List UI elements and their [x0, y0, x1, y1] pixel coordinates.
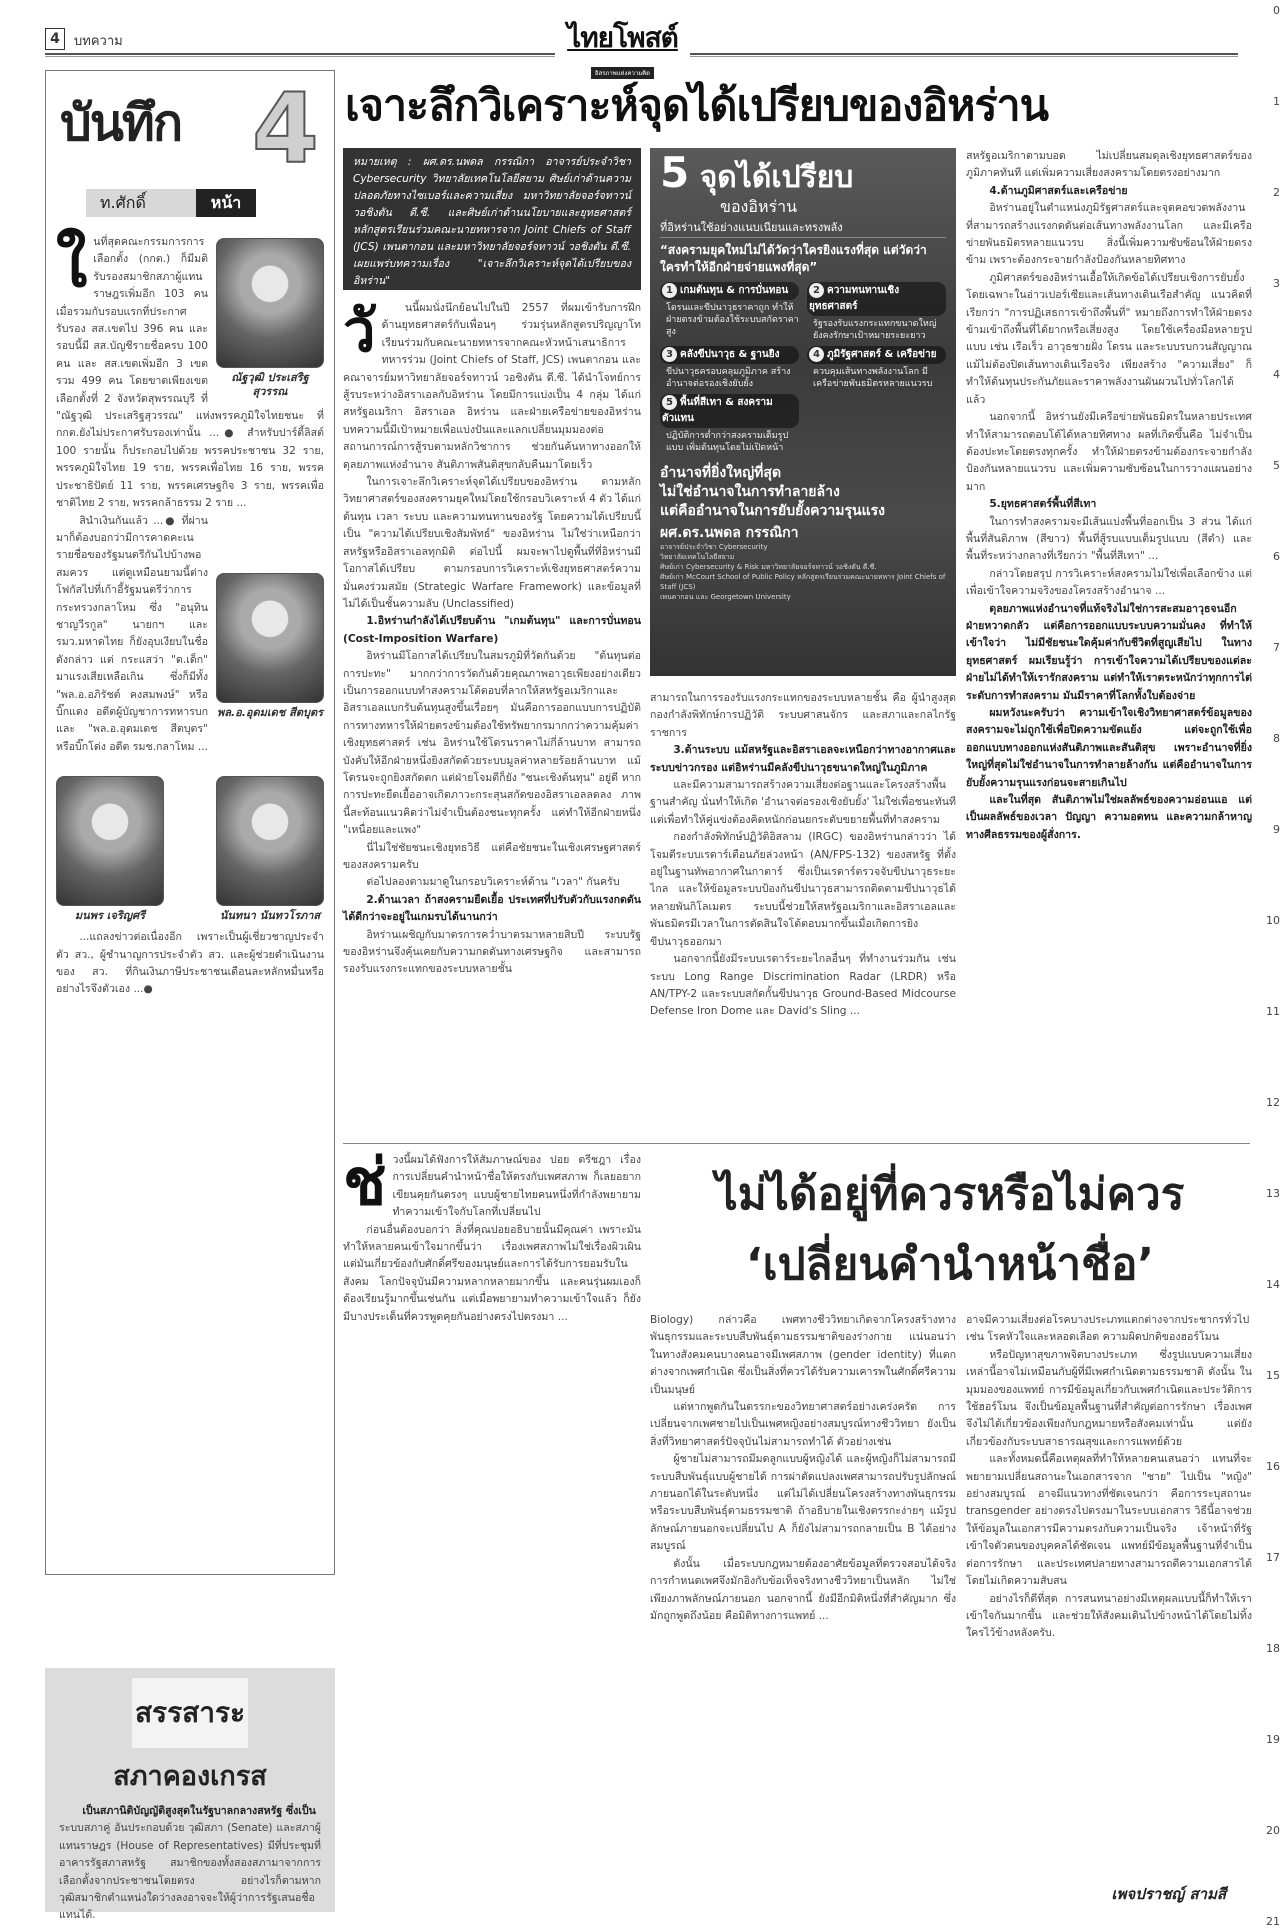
line-number: 4: [1273, 368, 1280, 381]
item-number-badge: 4: [809, 347, 824, 362]
column-paragraph: สินำเงินกันแล้ว ...● ที่ผ่านมาก็ต้องบอกว่ามีการคาดคะเนรายชื่อของรัฐมนตรีกันไปบ้างพอสมควร แต่ดูเหมือนยามนี้ต่างโฟกัสไปที่เก้าอี้รัฐมนตรีว่าการกระทรวงกลาโหม ซึ่ง "อนุทิน ชาญวีรกูล" นายกฯ และ รมว.มหาดไทย ก็ยังอุบเงียบในชื่อดังกล่าว แต่ กระแสว่า "ด.เด็ก" มาแรงเสียเหลือเกิน ซึ่งก็มีทั้ง "พล.อ.อภิรัชต์ คงสมพงษ์" หรือบิ๊กแดง อดีตผู้บัญชาการทหารบก และ "พล.อ.อุดมเดช สีตบุตร" หรือบิ๊กโด่ง อดีต รมช.กลาโหม ...: [56, 514, 208, 753]
paragraph: อย่างไรก็ดีที่สุด การสนทนาอย่างมีเหตุผลแบบนี้ก็ทำให้เราเข้าใจกันมากขึ้น และช่วยให้สังคมเดินไปข้างหน้าได้โดยไม่ทิ้งใครไว้ข้างหลังครับ.: [966, 1592, 1252, 1640]
item-number-badge: 3: [662, 347, 677, 362]
paragraph: อิหร่านอยู่ในตำแหน่งภูมิรัฐศาสตร์และจุดคอขวดพลังงานที่สามารถสร้างแรงกดดันต่อเส้นทางพลังงานโลก และมีเครือข่ายพันธมิตรหลายแนวรบ สิ่งนี้เพิ่มความซับซ้อนให้ฝ่ายตรงข้าม เพราะต้องกระจายกำลังป้องกันหลายทิศทาง: [966, 202, 1252, 267]
figure-manaporn: [56, 776, 164, 923]
line-number: 0: [1273, 4, 1280, 17]
paragraph: นนี้ผมนั่งนึกย้อนไปในปี 2557 ที่ผมเข้ารับการฝึกด้านยุทธศาสตร์กับเพื่อนๆ ร่วมรุ่นหลักสูตรปริญญาโท เรียนร่วมกับคณะนายทหารจากคณะหัวหน้าเสนาธิการทหารร่วม (Joint Chiefs of Staff, JCS) เพนตากอน และคณาจารย์มหาวิทยาลัยจอร์จทาวน์ วอชิงตัน ดี.ซี. ได้นำโจทย์การสู้รบระหว่างอิสราเอลกับอิหร่าน โดยมีการแบ่งเป็น 4 กลุ่ม ได้แก่ สหรัฐอเมริกา อิสราเอล อิหร่าน และฝ่ายเครือข่ายของอิหร่าน บทความนี้มีเป้าหมายเพื่อแบ่งปันและแลกเปลี่ยนมุมมองต่อสถานการณ์การสู้รบตามหลักวิชาการ ช่วยกันค้นหาทางออกให้ดุลยภาพแห่งอำนาจ สันติภาพสันติสุขกลับคืนมาโดยเร็ว: [343, 302, 641, 471]
infographic-item: [807, 346, 946, 390]
paragraph: แต่หากพูดกันในตรรกะของวิทยาศาสตร์อย่างเคร่งครัด การเปลี่ยนจากเพศชายไปเป็นเพศหญิงอย่างสมบูรณ์ทางชีววิทยา ยังเป็นสิ่งที่วิทยาศาสตร์ปัจจุบันไม่สามารถทำได้ ตัวอย่างเช่น: [650, 1401, 956, 1448]
article-divider: [343, 1143, 1250, 1144]
sara-logo: สรรสาระ: [132, 1678, 248, 1748]
quote-line: แต่คืออำนาจในการยับยั้งความรุนแรง: [660, 503, 885, 519]
article1-column-3: [966, 148, 1252, 1140]
line-number: 12: [1266, 1096, 1280, 1109]
article2-headline: [650, 1160, 1250, 1300]
infographic-title: [660, 148, 946, 197]
masthead-tagline: อิสรภาพแห่งความคิด: [591, 67, 654, 79]
paragraph: อิหร่านเผชิญกับมาตรการคว่ำบาตรมาหลายสิบปี ระบบรัฐของอิหร่านจึงคุ้นเคยกับความกดดันทางเศรษฐกิจ และสามารถรองรับแรงกระแทกของระบบหลายชั้น: [343, 928, 641, 976]
infographic-number: 5: [660, 148, 690, 197]
headline-line: ‘เปลี่ยนคำนำหน้าชื่อ’: [745, 1239, 1155, 1290]
paragraph: Biology) กล่าวคือ เพศทางชีววิทยาเกิดจากโครงสร้างทางพันธุกรรมและระบบสืบพันธุ์ตามธรรมชาติของร่างกาย แน่นอนว่า ในทางสังคมคนบางคนอาจมีเพศสภาพ (gender identity) ที่แตกต่างจากเพศกำเนิด ซึ่งเป็นสิ่งที่ควรได้รับความเคารพในศักดิ์ศรีความเป็นมนุษย์: [650, 1314, 956, 1396]
credential-line: ศิษย์เก่า McCourt School of Public Policy หลักสูตรเรียนร่วมคณะนายทหาร Joint Chiefs of Staff (JCS): [660, 573, 946, 591]
infographic-5-advantages: [650, 148, 956, 676]
line-number: 21: [1266, 1915, 1280, 1928]
column-logo: [56, 73, 324, 224]
paragraph: ในการเจาะลึกวิเคราะห์จุดได้เปรียบของอิหร่าน ตามหลักวิทยาศาสตร์ของสงครามยุคใหม่โดยใช้กรอบวิเคราะห์ 4 ตัว ได้แก่ ต้นทุน เวลา ระบบ และความทนทานของรัฐ โดยความได้เปรียบนี้เป็น "ความได้เปรียบเชิงสัมพัทธ์" ของอิหร่าน ไม่ใช่ว่าเหนือกว่าสหรัฐหรืออิสราเอลทุกมิติ ต่อไปนี้ ผมจะพาไปดูพื้นที่ที่อิหร่านมีโอกาสได้เปรียบ ตามกรอบการวิเคราะห์เชิงยุทธศาสตร์ความมั่นคงร่วมสมัย (Strategic Warfare Framework) และข้อมูลที่ไม่ได้เป็นชั้นความลับ (Unclassified): [343, 476, 641, 610]
line-number: 15: [1266, 1369, 1280, 1382]
infographic-item: [660, 282, 799, 342]
figure-nantana: [216, 776, 324, 923]
column-body: [56, 228, 324, 1569]
article1-headline: เจาะลึกวิเคราะห์จุดได้เปรียบของอิหร่าน: [345, 81, 1049, 131]
column-paragraph: ...แถลงข่าวต่อเนื่องอีก เพราะเป็นผู้เชี่ยวชาญประจำตัว สว., ผู้ชำนาญการประจำตัว สว. และผู้ช่วยดำเนินงานของ สว. ที่กินเงินภาษีประชาชนเดือนละหลักหมื่นหรืออย่างไรจึงตัวเอง ...●: [56, 931, 324, 996]
paragraph: ดังนั้น เมื่อระบบกฎหมายต้องอาศัยข้อมูลที่ตรวจสอบได้จริง การกำหนดเพศจึงมักอิงกับข้อเท็จจริงทางชีววิทยาเป็นหลัก ไม่ใช่เพียงภาพลักษณ์ภายนอก นอกจากนี้ ยังมีอีกมิติหนึ่งที่สำคัญมาก ซึ่งมักถูกพูดถึงน้อย คือมิติทางการแพทย์ ...: [650, 1557, 956, 1622]
line-number: 5: [1273, 459, 1280, 472]
item-number-badge: 5: [662, 395, 677, 410]
article2-column-3: [966, 1312, 1252, 1877]
sara-box: [45, 1668, 335, 1922]
line-number: 3: [1273, 277, 1280, 290]
paragraph: 5.ยุทธศาสตร์พื้นที่สีเทา: [989, 498, 1097, 511]
column-paragraph: นที่สุดคณะกรรมการการเลือกตั้ง (กกต.) ก็มีมติรับรองสมาชิกสภาผู้แทนราษฎรเพิ่มอีก 103 คน เมื่อรวมกับรอบแรกที่ประกาศรับรอง สส.เขตไป 396 คน และรอบนี้มี สส.บัญชีรายชื่อครบ 100 คน และ สส.เขตเพิ่มอีก 3 เขต รวม 499 คน โดยขาดเพียงเขตเลือกตั้งที่ 2 จังหวัดสุพรรณบุรี ที่ "ณัฐวุฒิ ประเสริฐสุวรรณ" แห่งพรรคภูมิใจไทยชนะ ที่ กกต.ยังไม่ประกาศรับรองเท่านั้น ...● สำหรับปาร์ตี้ลิสต์ 100 รายนั้น ก็ประกอบไปด้วย พรรคประชาชน 32 ราย, พรรคภูมิใจไทย 19 ราย, พรรคเพื่อไทย 16 ราย, พรรคประชาธิปัตย์ 11 ราย, พรรคเศรษฐกิจ 3 ราย, พรรคเพื่อชาติไทย 2 ราย, พรรคกล้าธรรม 2 ราย ...: [56, 236, 324, 510]
line-number: 18: [1266, 1642, 1280, 1655]
item-heading: [660, 346, 799, 364]
line-number: 9: [1273, 823, 1280, 836]
item-heading: [807, 346, 946, 364]
paragraph: อิหร่านมีโอกาสได้เปรียบในสมรภูมิที่วัดกันด้วย "ต้นทุนต่อการปะทะ" มากกว่าการวัดกันด้วยคุณภาพอาวุธเพียงอย่างเดียว เป็นการออกแบบทำสงครามโต้ตอบที่ลากให้สหรัฐอเมริกาและอิสราเอลแบกรับต้นทุนสูงขึ้นเรื่อยๆ มันคือการออกแบบการปฏิบัติการทางทหารให้ฝ่ายตรงข้ามต้องใช้ทรัพยากรมากกว่าความคุ้มค่าเชิงยุทธศาสตร์ เช่น อิหร่านใช้โดรนราคาไม่กี่ล้านบาท สามารถบังคับให้อีกฝ่ายหนึ่งยิงสกัดด้วยระบบมูลค่าหลายร้อยล้านบาท แม้โดรนจะถูกยิงสกัดตก แต่ฝ่ายโจมตีก็ยัง "ชนะเชิงต้นทุน" อยู่ดี หากการปะทะยืดเยื้ออาจเกิดภาวะกระสุนสกัดของอิสราเอลลดลง ภาพนี้สะท้อนแนวคิดว่าไม่จำเป็นต้องชนะทุกครั้ง แค่ทำให้อีกฝ่ายหนึ่ง "เหนื่อยและแพง": [343, 650, 641, 837]
figure-nattawut: [216, 238, 324, 399]
paragraph: สหรัฐอเมริกาตามบอด ไม่เปลี่ยนสมดุลเชิงยุทธศาสตร์ของภูมิภาคทันที แต่เพิ่มความเสี่ยงสงครามโดยตรงอย่างมาก: [966, 150, 1252, 180]
paragraph: กล่าวโดยสรุป การวิเคราะห์สงครามไม่ใช่เพื่อเลือกข้าง แต่เพื่อเข้าใจความจริงของโครงสร้างอำนาจ ...: [966, 567, 1252, 598]
line-number: 13: [1266, 1187, 1280, 1200]
figure-udomdej: [216, 573, 324, 720]
item-title: ความทนทานเชิงยุทธศาสตร์: [809, 285, 900, 312]
column-author: ท.ศักดิ์: [86, 189, 196, 217]
item-description: ขีปนาวุธครอบคลุมภูมิภาค สร้างอำนาจต่อรองเชิงยับยั้ง: [666, 367, 791, 389]
infographic-subtitle: ของอิหร่าน: [720, 197, 798, 216]
paragraph: ในการทำสงครามจะมีเส้นแบ่งพื้นที่ออกเป็น 3 ส่วน ได้แก่ พื้นที่สันติภาพ (สีขาว) พื้นที่สู้รบแบบเต็มรูปแบบ (สีดำ) และพื้นที่ระหว่างกลางที่เรียกว่า "พื้นที่สีเทา" ...: [966, 515, 1252, 563]
credential-line: อาจารย์ประจำวิชา Cybersecurity: [660, 543, 768, 551]
drop-cap: ช่: [343, 1146, 387, 1220]
line-number: 8: [1273, 732, 1280, 745]
paragraph: วงนี้ผมได้ฟังการให้สัมภาษณ์ของ ปอย ตรีชฎา เรื่องการเปลี่ยนคำนำหน้าชื่อให้ตรงกับเพศสภาพ ก็เลยอยากเขียนคุยกันตรงๆ แบบผู้ชายไทยคนหนึ่งที่กำลังพยายามทำความเข้าใจกับโลกที่เปลี่ยนไป: [392, 1154, 641, 1219]
column-logo-number: 4: [252, 73, 319, 185]
column-bantuek-na-4: [45, 70, 335, 1575]
headline-line: ไม่ได้อยู่ที่ควรหรือไม่ควร: [715, 1169, 1185, 1220]
infographic-title-text: จุดได้เปรียบ: [699, 160, 854, 195]
page-number: 4: [45, 28, 65, 50]
item-title: ภูมิรัฐศาสตร์ & เครือข่าย: [827, 349, 937, 360]
photo-manaporn: [56, 776, 164, 906]
item-heading: [660, 394, 799, 428]
paragraph: นี่ไม่ใช่ชัยชนะเชิงยุทธวิธี แต่คือชัยชนะในเชิงเศรษฐศาสตร์ของสงครามครับ: [343, 841, 641, 871]
article2-column-2: [650, 1312, 956, 1877]
paragraph: นอกจากนี้ อิหร่านยังมีเครือข่ายพันธมิตรในหลายประเทศ ทำให้สามารถตอบโต้ได้หลายทิศทาง ผลที่เกิดขึ้นคือ ไม่จำเป็นต้องปะทะโดยตรงทุกครั้ง ทำให้ฝ่ายตรงข้ามต้องกระจายกำลังป้องกันหลายแนวรบ และเพิ่มความซับซ้อนในการวางแผนอย่างมาก: [966, 411, 1252, 493]
paragraph: 3.ด้านระบบ แม้สหรัฐและอิสราเอลจะเหนือกว่าทางอากาศและระบบข่าวกรอง แต่อิหร่านมีคลังขีปนาวุธขนาดใหญ่ในภูมิภาค: [650, 744, 956, 774]
drop-cap: ใ: [56, 228, 88, 302]
infographic-quote: “สงครามยุคใหม่ไม่ได้วัดว่าใครยิงแรงที่สุด แต่วัดว่าใครทำให้อีกฝ่ายจ่ายแพงที่สุด”: [660, 243, 927, 274]
paragraph: นอกจากนี้ยังมีระบบเรดาร์ระยะไกลอื่นๆ ที่ทำงานร่วมกัน เช่น ระบบ Long Range Discrimination Radar (LRDR) หรือ AN/TPY-2 และระบบสกัดกั้นขีปนาวุธ Ground-Based Midcourse Defense Iron Dome และ David's Sling ...: [650, 953, 956, 1018]
item-description: รัฐรองรับแรงกระแทกขนาดใหญ่ ยังคงรักษาเป้าหมายระยะยาว: [813, 319, 937, 341]
quote-line: ไม่ใช่อำนาจในการทำลายล้าง: [660, 484, 840, 500]
line-number: 16: [1266, 1460, 1280, 1473]
infographic-author: ผศ.ดร.นพดล กรรณิกา: [660, 525, 799, 541]
infographic-item: [807, 282, 946, 342]
paragraph: 4.ด้านภูมิศาสตร์และเครือข่าย: [989, 184, 1128, 197]
paragraph: ผู้ชายไม่สามารถมีมดลูกแบบผู้หญิงได้ และผู้หญิงก็ไม่สามารถมีระบบสืบพันธุ์แบบผู้ชายได้ การผ่าตัดแปลงเพศสามารถปรับรูปลักษณ์ภายนอกได้ในระดับหนึ่ง แต่ไม่ได้เปลี่ยนโครงสร้างทางพันธุกรรมหรือระบบสืบพันธุ์ตามธรรมชาติ ถ้าอธิบายในเชิงตรรกะง่ายๆ แม้รูปลักษณ์ภายนอกจะเปลี่ยนไป A ก็ยังไม่สามารถกลายเป็น B ได้อย่างสมบูรณ์: [650, 1453, 956, 1553]
line-number: 10: [1266, 914, 1280, 927]
paragraph: และทั้งหมดนี้คือเหตุผลที่ทำให้หลายคนเสนอว่า แทนที่จะพยายามเปลี่ยนสถานะในเอกสารจาก "ชาย" ไปเป็น "หญิง" อย่างสมบูรณ์ อาจมีแนวทางที่ชัดเจนกว่า คือการระบุสถานะ transgender อย่างตรงไปตรงมาในระบบเอกสาร วิธีนี้อาจช่วยให้ข้อมูลในเอกสารมีความตรงกับความเป็นจริง เจ้าหน้าที่รัฐเข้าใจตัวตนของบุคคลได้ชัดเจน แพทย์มีข้อมูลพื้นฐานที่จำเป็นต่อการรักษา และประเทศปลายทางสามารถตีความเอกสารได้โดยไม่เกิดความสับสน: [966, 1453, 1252, 1588]
article1-column-1: [343, 297, 641, 1140]
paragraph: ก่อนอื่นต้องบอกว่า สิ่งที่คุณปอยอธิบายนั้นมีคุณค่า เพราะมันทำให้หลายคนเข้าใจมากขึ้นว่า เรื่องเพศสภาพไม่ใช่เรื่องผิวเผิน แต่มันเกี่ยวข้องกับศักดิ์ศรีของมนุษย์และการได้รับการยอมรับในสังคม โลกปัจจุบันมีความหลากหลายมากขึ้น และคนรุ่นผมเองก็ต้องเรียนรู้มากขึ้นเช่นกัน แต่เมื่อพยายามทำความเข้าใจแล้ว ก็ยังมีบางประเด็นที่ควรพูดคุยกันอย่างตรงไปตรงมา ...: [343, 1223, 641, 1323]
item-number-badge: 2: [809, 283, 824, 298]
line-number: 2: [1273, 186, 1280, 199]
infographic-credentials: [660, 542, 946, 602]
paragraph: และในที่สุด สันติภาพไม่ใช่ผลลัพธ์ของความอ่อนแอ แต่เป็นผลลัพธ์ของเวลา ปัญญา ความอดทน และความกล้าหาญทางศีลธรรมของผู้สั่งการ.: [966, 794, 1252, 841]
infographic-item: [660, 346, 799, 390]
infographic-bottom-quote: [660, 464, 946, 521]
infographic-tagline: ที่อิหร่านใช้อย่างแนบเนียนและทรงพลัง: [660, 220, 946, 238]
article1-editor-note: หมายเหตุ : ผศ.ดร.นพดล กรรณิกา อาจารย์ประจำวิชา Cybersecurity วิทยาลัยเทคโนโลยีสยาม ศิษย์เก่าด้านความปลอดภัยทางไซเบอร์และความเสี่ยง มหาวิทยาลัยจอร์จทาวน์ วอชิงตัน ดี.ซี. และศิษย์เก่าด้านนโยบายและยุทธศาสตร์หลักสูตรเรียนร่วมคณะนายทหารจาก Joint Chiefs of Staff (JCS) เพนตากอน และมหาวิทยาลัยจอร์จทาวน์ วอชิงตัน ดี.ซี. เผยแพร่บทความเรื่อง "เจาะลึกวิเคราะห์จุดได้เปรียบของอิหร่าน": [343, 148, 641, 290]
item-heading: [660, 282, 799, 300]
line-number: 14: [1266, 1278, 1280, 1291]
paragraph: หรือปัญหาสุขภาพจิตบางประเภท ซึ่งรูปแบบความเสี่ยงเหล่านี้อาจไม่เหมือนกับผู้ที่มีเพศกำเนิดตามธรรมชาติ ดังนั้น ในมุมมองของแพทย์ การมีข้อมูลเกี่ยวกับเพศกำเนิดและประวัติการใช้ฮอร์โมน จึงเป็นข้อมูลพื้นฐานที่สำคัญต่อการรักษา เรื่องเพศจึงไม่ได้เกี่ยวข้องเพียงกับกฎหมายหรือสังคมเท่านั้น แต่ยังเกี่ยวข้องกับระบบสาธารณสุขและการแพทย์ด้วย: [966, 1348, 1252, 1448]
paragraph: ภูมิศาสตร์ของอิหร่านเอื้อให้เกิดข้อได้เปรียบเชิงการยับยั้ง โดยเฉพาะในอ่าวเปอร์เซียและเส้นทางเดินเรือสำคัญ แนวคิดที่เรียกว่า "การปฏิเสธการเข้าถึงพื้นที่" หมายถึงการทำให้ฝ่ายตรงข้ามเข้าถึงพื้นที่ได้ยากหรือเสี่ยงสูง โดยใช้เครื่องมือหลายรูปแบบ เช่น เรือเร็ว อาวุธชายฝั่ง โดรน และระบบรบกวนสัญญาณ แม้ไม่ต้องปิดเส้นทางเดินเรือจริง เพียงสร้าง "ความเสี่ยง" ก็ทำให้ต้นทุนประกันภัยและราคาพลังงานผันผวนไปทั่วโลกได้แล้ว: [966, 271, 1252, 406]
line-number: 6: [1273, 550, 1280, 563]
paragraph: 1.อิหร่านกำลังได้เปรียบด้าน "เกมต้นทุน" และการบั่นทอน (Cost-Imposition Warfare): [343, 615, 641, 645]
article1-column-2: [650, 690, 956, 1140]
sara-title: สภาคองเกรส: [113, 1761, 267, 1792]
photo-nantana: [216, 776, 324, 906]
item-description: โดรนและขีปนาวุธราคาถูก ทำให้ฝ่ายตรงข้ามต้องใช้ระบบสกัดราคาสูง: [666, 303, 799, 337]
infographic-items: [660, 282, 946, 454]
photo-caption: ณัฐวุฒิ ประเสริฐสุวรรณ: [231, 371, 309, 398]
line-number: 1: [1273, 95, 1280, 108]
article2-column-1: [343, 1146, 641, 1912]
photo-caption: มนพร เจริญศรี: [74, 909, 146, 923]
line-number: 19: [1266, 1733, 1280, 1746]
photo-caption: นันทนา นันทวโรภาส: [219, 909, 321, 923]
item-title: คลังขีปนาวุธ & ฐานยิง: [680, 349, 780, 360]
paragraph: อาจมีความเสี่ยงต่อโรคบางประเภทแตกต่างจากประชากรทั่วไป เช่น โรคหัวใจและหลอดเลือด ความผิดปกติของฮอร์โมน: [966, 1314, 1250, 1344]
article2-byline: เพจปราชญ์ สามสี: [1111, 1885, 1226, 1903]
paragraph: กองกำลังพิทักษ์ปฏิวัติอิสลาม (IRGC) ของอิหร่านกล่าวว่า ได้โจมตีระบบเรดาร์เตือนภัยล่วงหน้า (AN/FPS-132) ของสหรัฐ ที่ตั้งอยู่ในฐานทัพอากาศในกาตาร์ ซึ่งเป็นเรดาร์ตรวจจับขีปนาวุธระยะไกล และให้ข้อมูลระบบป้องกันขีปนาวุธสามารถติดตามขีปนาวุธได้หลายพันกิโลเมตร ระบบนี้ช่วยให้สหรัฐอเมริกาและอิสราเอลและพันธมิตรมีเวลาในการตัดสินใจโต้ตอบมากขึ้นเมื่อเกิดการยิงขีปนาวุธออกมา: [650, 831, 956, 948]
credential-line: วิทยาลัยเทคโนโลยีสยาม: [660, 553, 735, 561]
paragraph: ดุลยภาพแห่งอำนาจที่แท้จริงไม่ใช่การสะสมอาวุธจนอีกฝ่ายหวาดกลัว แต่คือการออกแบบระบบความมั่นคง ที่ทำให้เข้าใจว่า ไม่มีชัยชนะใดคุ้มค่ากับชีวิตที่สูญเสียไป ในทางยุทธศาสตร์ ผมเรียนรู้ว่า การเข้าใจความได้เปรียบของแต่ละฝ่ายไม่ได้ทำให้เรารักสงคราม แต่ทำให้เราตระหนักว่าทุกการไต่ระดับการทำสงคราม มันมีราคาที่โลกทั้งใบต้องจ่าย: [966, 602, 1252, 702]
paragraph: ผมหวังนะครับว่า ความเข้าใจเชิงวิทยาศาสตร์ข้อมูลของสงครามจะไม่ถูกใช้เพื่อปิดความขัดแย้ง แต่จะถูกใช้เพื่อออกแบบทางออกแห่งสันติภาพและสันติสุข เพราะอำนาจที่ยิ่งใหญ่ที่สุดไม่ใช่อำนาจในการทำลายล้างกัน แต่คืออำนาจในการยับยั้งความรุนแรงก่อนจะสายเกินไป: [966, 707, 1252, 789]
paragraph: และมีความสามารถสร้างความเสี่ยงต่อฐานและโครงสร้างพื้นฐานสำคัญ นั่นทำให้เกิด 'อำนาจต่อรองเชิงยับยั้ง' ไม่ใช่เพื่อชนะทันที แต่เพื่อทำให้คู่แข่งต้องคิดหนักก่อนยกระดับขยายพื้นที่ทำสงคราม: [650, 779, 956, 826]
item-heading: [807, 282, 946, 316]
infographic-item: [660, 394, 799, 454]
item-title: เกมต้นทุน & การบั่นทอน: [680, 285, 789, 296]
credential-line: ศิษย์เก่า Cybersecurity & Risk มหาวิทยาลัยจอร์จทาวน์ วอชิงตัน ดี.ซี.: [660, 563, 877, 571]
line-number: 11: [1266, 1005, 1280, 1018]
item-number-badge: 1: [662, 283, 677, 298]
masthead-logo: ไทยโพสต์: [567, 21, 678, 54]
photo-udomdej: [216, 573, 324, 703]
photo-caption: พล.อ.อุดมเดช สีตบุตร: [216, 705, 324, 719]
credential-line: เพนตากอน และ Georgetown University: [660, 593, 791, 601]
line-number: 20: [1266, 1824, 1280, 1837]
quote-line: อำนาจที่ยิ่งใหญ่ที่สุด: [660, 465, 782, 481]
column-logo-title: บันทึก: [60, 94, 182, 152]
column-logo-page: หน้า: [196, 189, 256, 217]
item-description: ปฏิบัติการต่ำกว่าสงครามเต็มรูปแบบ เพิ่มต้นทุนโดยไม่เปิดหน้า: [666, 431, 789, 453]
sara-text: ระบบสภาคู่ อันประกอบด้วย วุฒิสภา (Senate) และสภาผู้แทนราษฎร (House of Representatives) มีที่ประชุมที่อาคารรัฐสภาสหรัฐ สมาชิกของทั้งสองสภามาจากการเลือกตั้งจากประชาชนโดยตรง อย่างไรก็ตามหากวุฒิสมาชิกตำแหน่งใดว่างลงอาจจะให้ผู้ว่าการรัฐเสนอชื่อแทนได้.: [59, 1822, 321, 1922]
line-number: 7: [1273, 641, 1280, 654]
item-title: พื้นที่สีเทา & สงครามตัวแทน: [662, 397, 773, 424]
line-number: 17: [1266, 1551, 1280, 1564]
section-label: บทความ: [74, 34, 123, 49]
paragraph: ต่อไปลองตามมาดูในกรอบวิเคราะห์ด้าน "เวลา" กันครับ: [366, 876, 620, 889]
drop-cap: วั: [343, 297, 376, 365]
sara-body: [59, 1803, 321, 1922]
paragraph: 2.ด้านเวลา ถ้าสงครามยืดเยื้อ ประเทศที่ปรับตัวกับแรงกดดันได้ดีกว่าจะอยู่ในเกมรบได้นานกว่า: [343, 893, 641, 924]
photo-nattawut: [216, 238, 324, 368]
masthead: [555, 16, 690, 79]
sara-lead: เป็นสภานิติบัญญัติสูงสุดในรัฐบาลกลางสหรัฐ ซึ่งเป็น: [82, 1805, 316, 1817]
item-description: ควบคุมเส้นทางพลังงานโลก มีเครือข่ายพันธมิตรหลายแนวรบ: [813, 367, 933, 389]
paragraph: สามารถในการรองรับแรงกระแทกของระบบหลายชั้น คือ ผู้นำสูงสุด กองกำลังพิทักษ์การปฏิวัติ ระบบศาสนจักร และสภาและกลไกรัฐราชการ: [650, 692, 956, 739]
